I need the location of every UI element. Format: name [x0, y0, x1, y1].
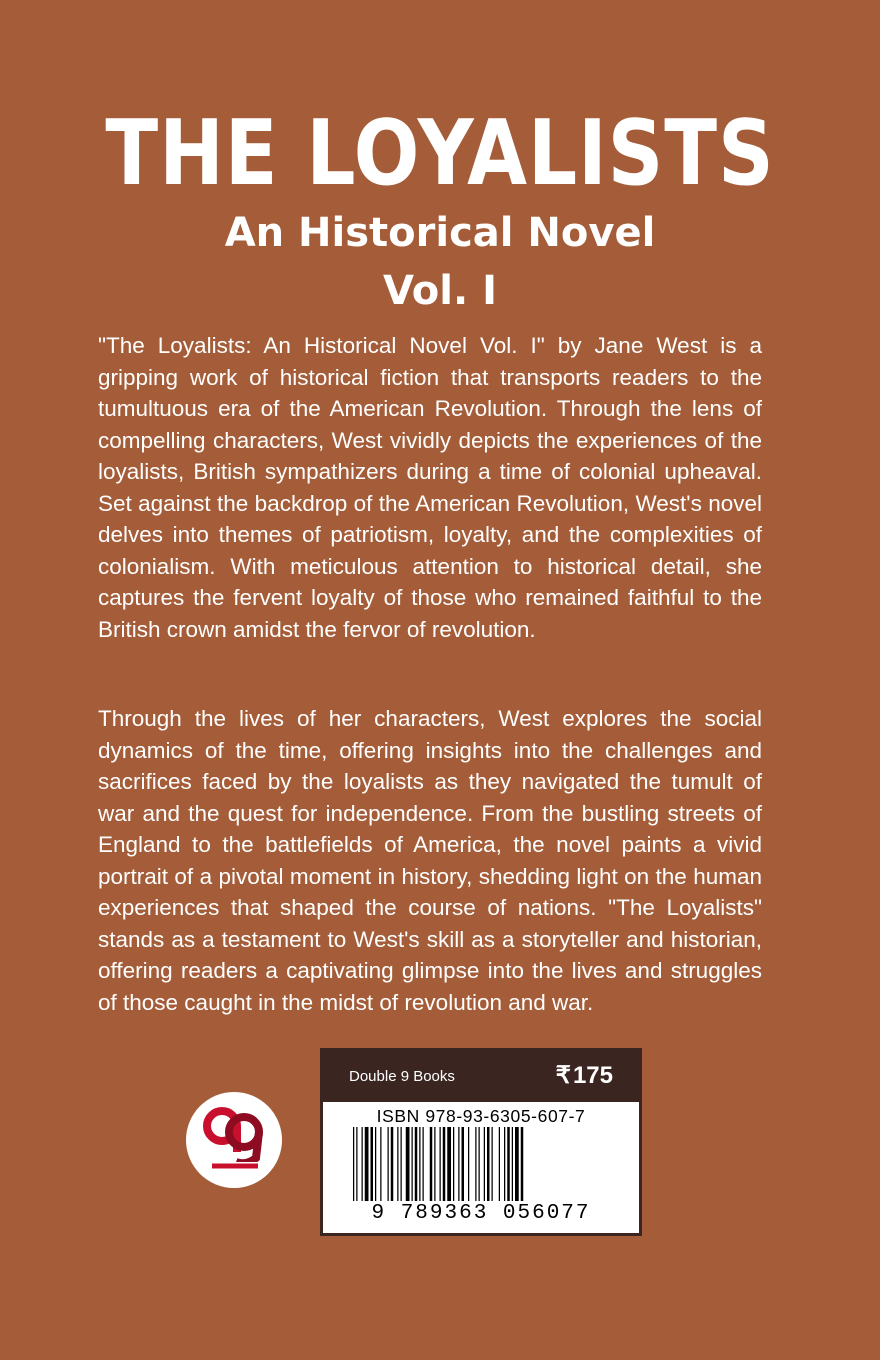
barcode-bar	[397, 1127, 398, 1201]
barcode-bar	[415, 1127, 418, 1201]
barcode-bar	[401, 1127, 402, 1201]
barcode-bar	[475, 1127, 476, 1201]
barcode-bar	[462, 1127, 465, 1201]
barcode-bar	[515, 1127, 519, 1201]
barcode-bar	[443, 1127, 446, 1201]
barcode-bar	[492, 1127, 493, 1201]
barcode-bar	[353, 1127, 354, 1201]
barcode-bar	[440, 1127, 441, 1201]
blurb-paragraph-2: Through the lives of her characters, West explores the social dynamics of the time, offering insights into the challenges and sacrifices faced by the loyalists as they navigated the tumult of war and the quest for independence. From the bustling streets of England to the battlefields of America, the novel paints a vivid portrait of a pivotal moment in history, shedding light on the human experiences that shaped the course of nations. "The Loyalists" stands as a testament to West's skill as a storyteller and historian, offering readers a captivating glimpse into the lives and struggles of those caught in the midst of revolution and war.	[98, 706, 762, 1015]
barcode-bar	[447, 1127, 451, 1201]
barcode-bar	[484, 1127, 485, 1201]
barcode-bar	[499, 1127, 500, 1201]
book-title: THE LOYALISTS	[105, 101, 775, 206]
isbn-label: ISBN 978-93-6305-607-7	[376, 1106, 586, 1126]
barcode-bar	[380, 1127, 381, 1201]
price-barcode-panel	[320, 1048, 642, 1236]
barcode-bar	[430, 1127, 433, 1201]
barcode-bar	[479, 1127, 480, 1201]
barcode-bar	[423, 1127, 424, 1201]
currency-symbol: ₹	[555, 1062, 571, 1089]
barcode-bar	[391, 1127, 394, 1201]
price-label	[556, 1061, 613, 1091]
double-9-logo-icon	[186, 1092, 282, 1188]
blurb-paragraph-1: "The Loyalists: An Historical Novel Vol. I" by Jane West is a gripping work of historical fiction that transports readers to the tumultuous era of the American Revolution. Through the lens of compelling characters, West vividly depicts the experiences of the loyalists, British sympathizers during a time of colonial upheaval. Set against the backdrop of the American Revolution, West's novel delves into themes of patriotism, loyalty, and the complexities of colonialism. With meticulous attention to historical detail, she captures the fervent loyalty of those who remained faithful to the British crown amidst the fervor of revolution.	[98, 333, 762, 642]
barcode-bar	[504, 1127, 505, 1201]
barcode-bar	[458, 1127, 459, 1201]
barcode-bar	[412, 1127, 413, 1201]
barcode-bar	[453, 1127, 454, 1201]
ean-digits: 9 789363 056077	[371, 1202, 591, 1225]
publisher-name: Double 9 Books	[349, 1068, 455, 1085]
double-9-logo-graphic	[186, 1092, 282, 1188]
barcode-bar	[512, 1127, 513, 1201]
barcode-bar	[362, 1127, 363, 1201]
barcode-bar	[419, 1127, 420, 1201]
barcode-bar	[371, 1127, 374, 1201]
barcode-bar	[434, 1127, 435, 1201]
barcode-bar	[388, 1127, 389, 1201]
barcode-bar	[375, 1127, 376, 1201]
barcode-bar	[521, 1127, 524, 1201]
barcode-bar	[406, 1127, 410, 1201]
barcode-bar	[507, 1127, 510, 1201]
barcode-bar	[356, 1127, 357, 1201]
book-subtitle: An Historical Novel	[224, 210, 656, 256]
price-band	[323, 1051, 639, 1102]
book-volume: Vol. I	[383, 268, 497, 314]
barcode-bar	[365, 1127, 369, 1201]
barcode-icon	[353, 1127, 609, 1201]
barcode-bar	[487, 1127, 490, 1201]
barcode-bar	[468, 1127, 469, 1201]
price-value: 175	[572, 1062, 613, 1089]
